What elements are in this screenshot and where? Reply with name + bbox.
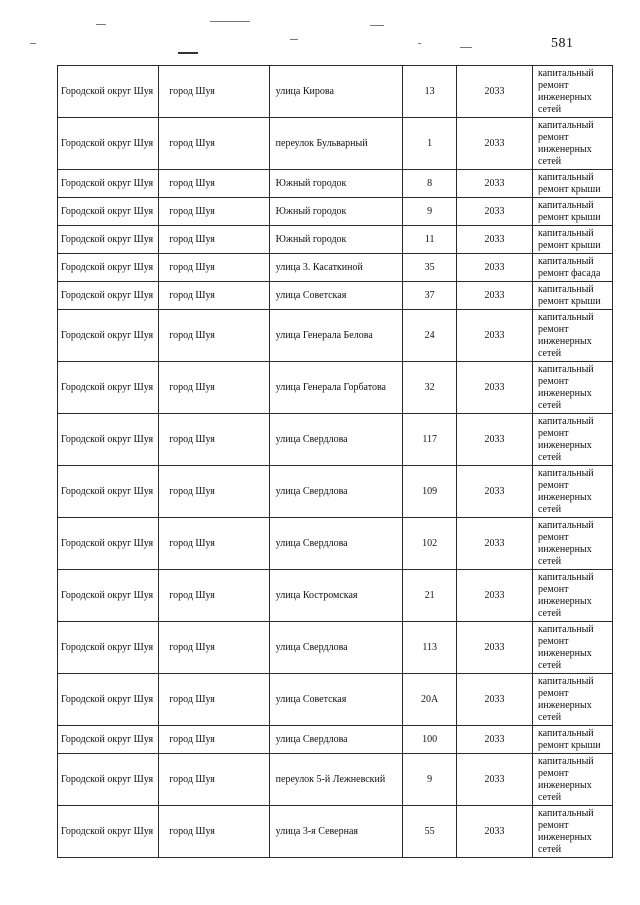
year-cell: 2033 — [457, 754, 533, 806]
work-type-cell: капитальный ремонт инженерных сетей — [532, 466, 612, 518]
table-body — [58, 66, 613, 858]
housing-repair-table — [57, 65, 613, 858]
city-cell: город Шуя — [159, 362, 269, 414]
house-number-cell: 100 — [403, 726, 457, 754]
year-cell: 2033 — [457, 622, 533, 674]
district-cell: Городской округ Шуя — [58, 170, 159, 198]
street-cell: Южный городок — [269, 198, 403, 226]
district-cell: Городской округ Шуя — [58, 66, 159, 118]
work-type-cell: капитальный ремонт инженерных сетей — [532, 806, 612, 858]
table-row — [58, 254, 613, 282]
city-cell: город Шуя — [159, 170, 269, 198]
table-row — [58, 466, 613, 518]
house-number-cell: 32 — [403, 362, 457, 414]
street-cell: улица Советская — [269, 674, 403, 726]
house-number-cell: 109 — [403, 466, 457, 518]
house-number-cell: 21 — [403, 570, 457, 622]
table-row — [58, 282, 613, 310]
year-cell: 2033 — [457, 518, 533, 570]
table-row — [58, 754, 613, 806]
district-cell: Городской округ Шуя — [58, 806, 159, 858]
work-type-cell: капитальный ремонт инженерных сетей — [532, 570, 612, 622]
work-type-cell: капитальный ремонт крыши — [532, 170, 612, 198]
district-cell: Городской округ Шуя — [58, 362, 159, 414]
district-cell: Городской округ Шуя — [58, 518, 159, 570]
house-number-cell: 37 — [403, 282, 457, 310]
city-cell: город Шуя — [159, 466, 269, 518]
city-cell: город Шуя — [159, 310, 269, 362]
street-cell: улица Костромская — [269, 570, 403, 622]
year-cell: 2033 — [457, 726, 533, 754]
work-type-cell: капитальный ремонт инженерных сетей — [532, 518, 612, 570]
district-cell: Городской округ Шуя — [58, 466, 159, 518]
work-type-cell: капитальный ремонт фасада — [532, 254, 612, 282]
year-cell: 2033 — [457, 226, 533, 254]
city-cell: город Шуя — [159, 726, 269, 754]
city-cell: город Шуя — [159, 674, 269, 726]
city-cell: город Шуя — [159, 806, 269, 858]
work-type-cell: капитальный ремонт крыши — [532, 198, 612, 226]
house-number-cell: 24 — [403, 310, 457, 362]
work-type-cell: капитальный ремонт крыши — [532, 282, 612, 310]
table-row — [58, 622, 613, 674]
house-number-cell: 102 — [403, 518, 457, 570]
street-cell: переулок Бульварный — [269, 118, 403, 170]
table-row — [58, 414, 613, 466]
work-type-cell: капитальный ремонт инженерных сетей — [532, 310, 612, 362]
street-cell: Южный городок — [269, 226, 403, 254]
district-cell: Городской округ Шуя — [58, 674, 159, 726]
city-cell: город Шуя — [159, 754, 269, 806]
year-cell: 2033 — [457, 254, 533, 282]
city-cell: город Шуя — [159, 622, 269, 674]
house-number-cell: 13 — [403, 66, 457, 118]
work-type-cell: капитальный ремонт инженерных сетей — [532, 362, 612, 414]
year-cell: 2033 — [457, 674, 533, 726]
year-cell: 2033 — [457, 198, 533, 226]
house-number-cell: 113 — [403, 622, 457, 674]
city-cell: город Шуя — [159, 118, 269, 170]
street-cell: улица Генерала Горбатова — [269, 362, 403, 414]
work-type-cell: капитальный ремонт инженерных сетей — [532, 66, 612, 118]
district-cell: Городской округ Шуя — [58, 226, 159, 254]
city-cell: город Шуя — [159, 226, 269, 254]
table-row — [58, 198, 613, 226]
district-cell: Городской округ Шуя — [58, 118, 159, 170]
city-cell: город Шуя — [159, 254, 269, 282]
street-cell: переулок 5-й Лежневский — [269, 754, 403, 806]
city-cell: город Шуя — [159, 198, 269, 226]
table-row — [58, 118, 613, 170]
city-cell: город Шуя — [159, 414, 269, 466]
year-cell: 2033 — [457, 170, 533, 198]
work-type-cell: капитальный ремонт крыши — [532, 226, 612, 254]
district-cell: Городской округ Шуя — [58, 254, 159, 282]
house-number-cell: 9 — [403, 198, 457, 226]
year-cell: 2033 — [457, 118, 533, 170]
table-row — [58, 66, 613, 118]
district-cell: Городской округ Шуя — [58, 414, 159, 466]
work-type-cell: капитальный ремонт инженерных сетей — [532, 754, 612, 806]
year-cell: 2033 — [457, 466, 533, 518]
table-row — [58, 518, 613, 570]
table-row — [58, 726, 613, 754]
city-cell: город Шуя — [159, 518, 269, 570]
year-cell: 2033 — [457, 570, 533, 622]
year-cell: 2033 — [457, 66, 533, 118]
work-type-cell: капитальный ремонт крыши — [532, 726, 612, 754]
house-number-cell: 117 — [403, 414, 457, 466]
table-row — [58, 226, 613, 254]
work-type-cell: капитальный ремонт инженерных сетей — [532, 674, 612, 726]
table-row — [58, 170, 613, 198]
page-number: 581 — [551, 36, 574, 51]
street-cell: улица Кирова — [269, 66, 403, 118]
street-cell: улица Свердлова — [269, 518, 403, 570]
city-cell: город Шуя — [159, 66, 269, 118]
district-cell: Городской округ Шуя — [58, 754, 159, 806]
district-cell: Городской округ Шуя — [58, 622, 159, 674]
district-cell: Городской округ Шуя — [58, 310, 159, 362]
city-cell: город Шуя — [159, 570, 269, 622]
table-row — [58, 570, 613, 622]
street-cell: улица 3-я Северная — [269, 806, 403, 858]
house-number-cell: 11 — [403, 226, 457, 254]
district-cell: Городской округ Шуя — [58, 726, 159, 754]
street-cell: улица Свердлова — [269, 622, 403, 674]
year-cell: 2033 — [457, 414, 533, 466]
street-cell: улица 3. Касаткиной — [269, 254, 403, 282]
table-row — [58, 806, 613, 858]
house-number-cell: 55 — [403, 806, 457, 858]
street-cell: улица Генерала Белова — [269, 310, 403, 362]
year-cell: 2033 — [457, 282, 533, 310]
street-cell: Южный городок — [269, 170, 403, 198]
table-row — [58, 674, 613, 726]
street-cell: улица Свердлова — [269, 466, 403, 518]
street-cell: улица Свердлова — [269, 726, 403, 754]
house-number-cell: 8 — [403, 170, 457, 198]
year-cell: 2033 — [457, 310, 533, 362]
work-type-cell: капитальный ремонт инженерных сетей — [532, 414, 612, 466]
table-row — [58, 310, 613, 362]
city-cell: город Шуя — [159, 282, 269, 310]
district-cell: Городской округ Шуя — [58, 570, 159, 622]
district-cell: Городской округ Шуя — [58, 282, 159, 310]
work-type-cell: капитальный ремонт инженерных сетей — [532, 622, 612, 674]
year-cell: 2033 — [457, 362, 533, 414]
house-number-cell: 20А — [403, 674, 457, 726]
street-cell: улица Свердлова — [269, 414, 403, 466]
house-number-cell: 35 — [403, 254, 457, 282]
house-number-cell: 1 — [403, 118, 457, 170]
street-cell: улица Советская — [269, 282, 403, 310]
district-cell: Городской округ Шуя — [58, 198, 159, 226]
year-cell: 2033 — [457, 806, 533, 858]
table-row — [58, 362, 613, 414]
work-type-cell: капитальный ремонт инженерных сетей — [532, 118, 612, 170]
house-number-cell: 9 — [403, 754, 457, 806]
